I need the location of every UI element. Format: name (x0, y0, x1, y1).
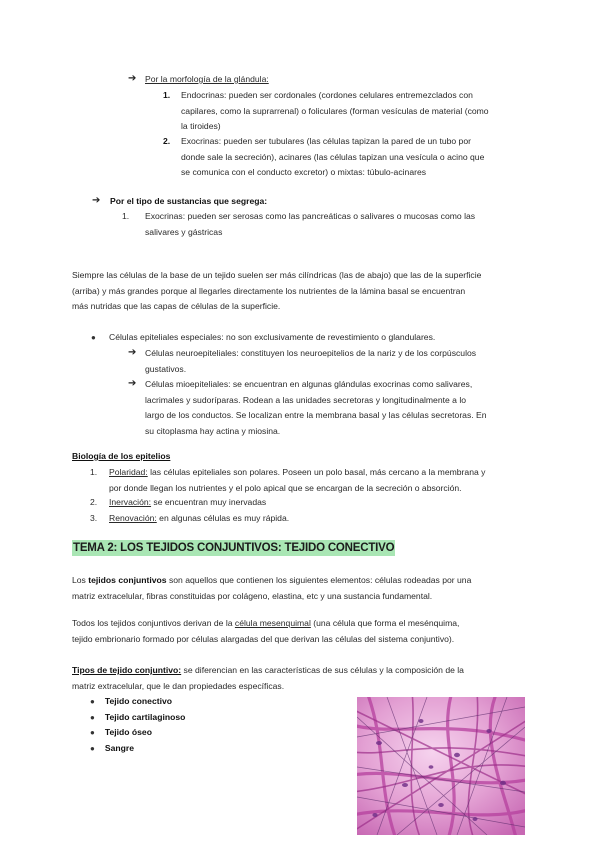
list-item (90, 725, 185, 741)
list-item (90, 741, 185, 757)
text-line: salivares y gástricas (145, 226, 223, 237)
bullet-icon: ● (90, 712, 95, 722)
text-line: las células epiteliales son polares. Poseen un polo basal, más cercano a la membrana y (147, 467, 486, 477)
text-line: su citoplasma hay actina y miosina. (145, 425, 281, 436)
especiales-item-neuroepiteliales (145, 346, 476, 377)
term-bold: tejidos conjuntivos (88, 575, 167, 585)
text-line: matriz extracelular, que le dan propiedades específicas. (72, 680, 285, 691)
bullet-icon: ● (91, 333, 96, 342)
text-line: largo de los conductos. Se localizan entre la membrana basal y las células secretoras. En (145, 410, 487, 420)
bullet-icon: ● (90, 728, 95, 737)
text-line: por donde llegan los nutrientes y el polo apical que se encargan de la secreción o absorción. (109, 482, 462, 493)
list-number: 2. (90, 497, 98, 507)
tissue-type: Sangre (104, 742, 134, 753)
list-number: 1. (122, 211, 130, 221)
text-span: son aquellos que contienen los siguientes elementos: células rodeadas por una (166, 575, 472, 585)
paragraph-tejidos-conjuntivos (72, 573, 471, 604)
arrow-icon: ➔ (128, 347, 137, 358)
especiales-item-mioepiteliales (145, 377, 487, 439)
term-label: Inervación: (109, 497, 152, 507)
paragraph-celulas-base (72, 268, 481, 315)
list-item (90, 694, 185, 710)
text-line: se encuentran muy inervadas (151, 497, 267, 507)
text-line: tejido embrionario formado por células alargadas del que derivan las células del sistema conjuntivo). (72, 633, 455, 644)
connective-tissue-micrograph (357, 697, 525, 835)
text-line: donde sale la secreción), acinares (las células tapizan una vesícula o acino que (181, 151, 485, 162)
tissue-types-list (90, 694, 185, 756)
morfologia-item-endocrinas (181, 88, 489, 135)
tema2-heading: TEMA 2: LOS TEJIDOS CONJUNTIVOS: TEJIDO CONECTIVO (73, 542, 395, 554)
text-line: (arriba) y más grandes porque al llegarles directamente los nutrientes de la lámina basal se encuentran (72, 285, 466, 296)
morfologia-title: Por la morfología de la glándula: (145, 74, 269, 84)
text-line: capilares, como la suprarrenal) o foliculares (forman vesículas de material (como (181, 105, 489, 116)
text-line: Exocrinas: pueden ser tubulares (las células tapizan la pared de un tubo por (181, 136, 471, 146)
term-underlined: célula mesenquimal (234, 618, 311, 628)
biologia-item-inervacion (109, 495, 266, 511)
biologia-item-renovacion (109, 511, 289, 527)
micrograph-image (357, 697, 525, 835)
sustancias-item-exocrinas (145, 209, 475, 240)
text-line: Células mioepiteliales: se encuentran en algunas glándulas exocrinas como salivares, (145, 379, 473, 389)
text-span: se diferencian en las características de sus células y la composición de la (181, 665, 464, 675)
text-line: matriz extracelular, fibras constituidas por colágeno, elastina, etc y una sustancia fundamental. (72, 590, 433, 601)
arrow-icon: ➔ (128, 73, 137, 84)
paragraph-tipos-tejido (72, 663, 464, 694)
text-span: Todos los tejidos conjuntivos derivan de la (72, 618, 235, 628)
text-line: Endocrinas: pueden ser cordonales (cordones celulares entremezclados con (181, 90, 473, 100)
biologia-item-polaridad (109, 465, 485, 496)
text-line: Exocrinas: pueden ser serosas como las pancreáticas o salivares o mucosas como las (145, 211, 476, 221)
arrow-icon: ➔ (128, 378, 137, 389)
tissue-type: Tejido cartilaginoso (104, 711, 186, 722)
bullet-icon: ● (90, 697, 95, 706)
term-label: Renovación: (109, 513, 157, 523)
arrow-icon: ➔ (92, 195, 101, 206)
term-label: Polaridad: (109, 467, 148, 477)
tissue-type: Tejido óseo (104, 727, 152, 737)
list-number: 1. (90, 467, 98, 477)
list-item (90, 710, 185, 726)
text-line: más nutridas que las capas de células de la superficie. (72, 301, 281, 311)
morfologia-item-exocrinas (181, 134, 484, 181)
text-line: lacrimales y sudoríparas. Rodean a las unidades secretoras y longitudinalmente a lo (145, 394, 467, 405)
text-line: Siempre las células de la base de un tejido suelen ser más cilíndricas (las de abajo) que las de la superficie (72, 270, 482, 280)
list-number: 1. (163, 90, 171, 100)
paragraph-celula-mesenquimal (72, 616, 459, 647)
text-line: la tiroides) (181, 121, 221, 131)
text-span: Los (72, 575, 89, 585)
text-line: en algunas células es muy rápida. (156, 513, 290, 523)
bullet-icon: ● (90, 743, 95, 753)
biologia-title: Biología de los epitelios (72, 451, 171, 461)
list-number: 2. (163, 136, 171, 146)
term-label: Tipos de tejido conjuntivo: (72, 665, 182, 675)
text-line: se comunica con el conducto excretor) o mixtas: túbulo-acinares (181, 167, 427, 177)
tissue-type: Tejido conectivo (104, 696, 173, 706)
especiales-bullet: Células epiteliales especiales: no son exclusivamente de revestimiento o glandulares. (109, 332, 436, 342)
text-line: gustativos. (145, 363, 187, 374)
text-span: (una célula que forma el mesénquima, (310, 618, 460, 628)
sustancias-title: Por el tipo de sustancias que segrega: (110, 196, 268, 206)
text-line: Células neuroepiteliales: constituyen los neuroepitelios de la nariz y de los corpúsculos (145, 348, 477, 358)
list-number: 3. (90, 513, 98, 523)
